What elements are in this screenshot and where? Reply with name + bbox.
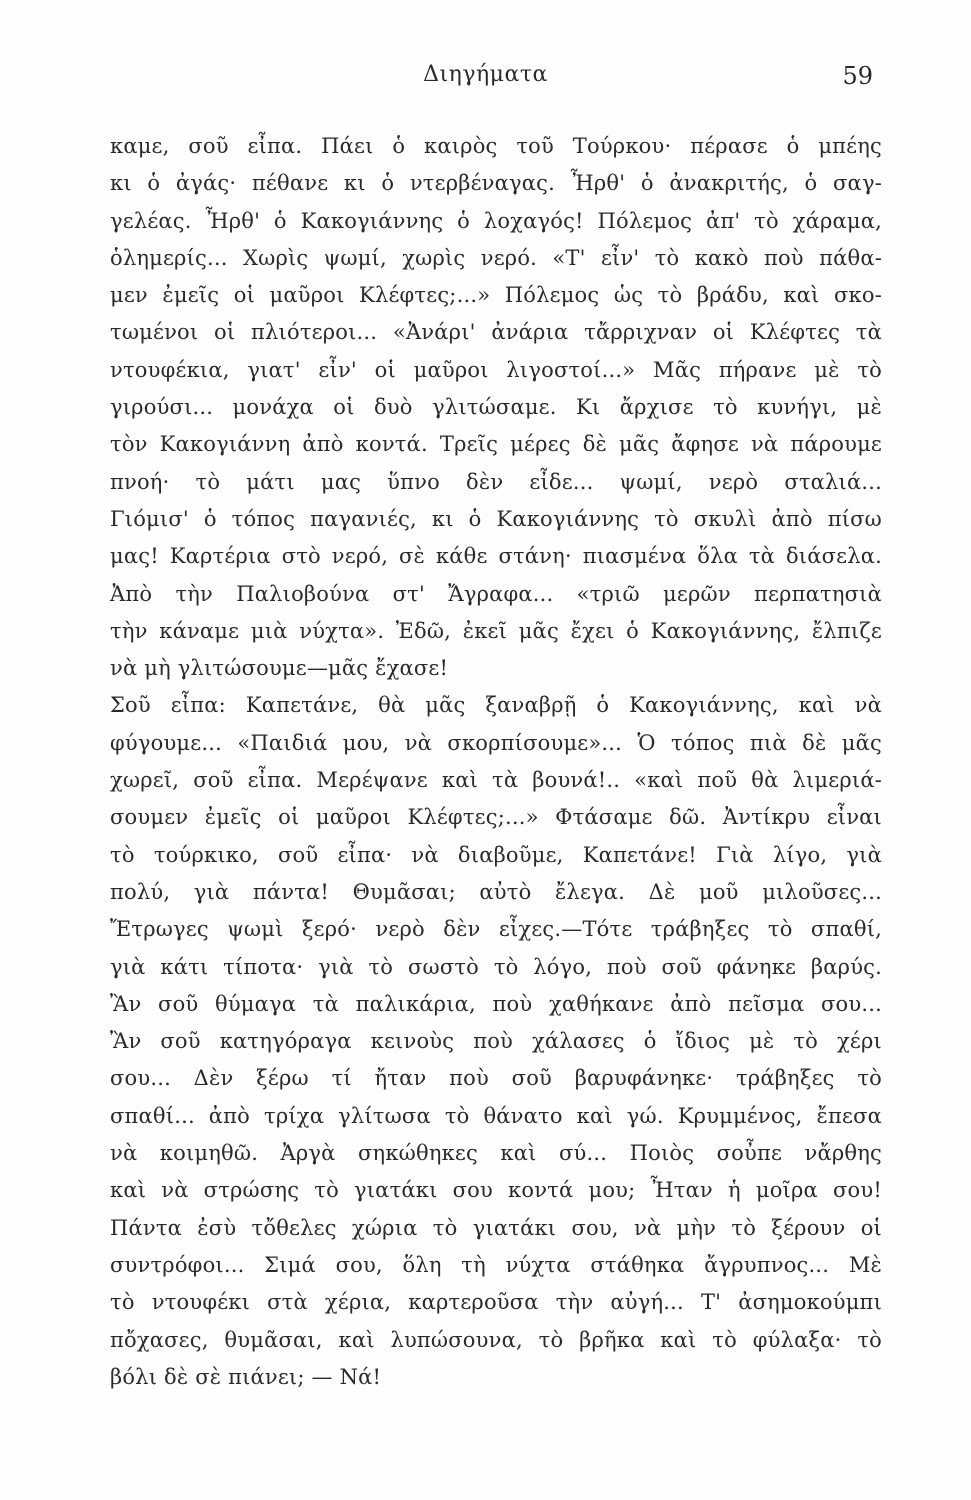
text-line: Ἂν σοῦ κατηγόραγα κεινοὺς ποὺ χάλασες ὁ ἴδιος μὲ τὸ χέρι [110,1029,882,1054]
text-line: γελέας. Ἦρθ' ὁ Κακογιάννης ὁ λοχαγός! Πόλεμος ἀπ' τὸ χάραμα, [110,208,882,233]
text-line: Πάντα ἐσὺ τὄθελες χώρια τὸ γιατάκι σου, νὰ μὴν τὸ ξέρουν οἱ [110,1215,882,1240]
text-line: Ἔτρωγες ψωμὶ ξερό· νερὸ δὲν εἶχες.—Τότε τράβηξες τὸ σπαθί, [110,917,882,942]
text-line: νὰ κοιμηθῶ. Ἀργὰ σηκώθηκες καὶ σύ... Ποιὸς σοὖπε νἄρθης [110,1141,882,1166]
text-line: ὁλημερίς... Χωρὶς ψωμί, χωρὶς νερό. «Τ' εἶν' τὸ κακὸ ποὺ πάθα- [110,245,882,270]
text-line: σουμεν ἐμεῖς οἱ μαῦροι Κλέφτες;...» Φτάσαμε δῶ. Ἀντίκρυ εἶναι [110,805,882,830]
text-line: πολύ, γιὰ πάντα! Θυμᾶσαι; αὐτὸ ἔλεγα. Δὲ μοῦ μιλοῦσες... [110,879,882,904]
text-line: καὶ νὰ στρώσης τὸ γιατάκι σου κοντά μου; Ἦταν ἡ μοῖρα σου! [110,1178,882,1203]
text-line: σου... Δὲν ξέρω τί ἤταν ποὺ σοῦ βαρυφάνηκε· τράβηξες τὸ [110,1066,882,1091]
text-line: μεν ἐμεῖς οἱ μαῦροι Κλέφτες;...» Πόλεμος ὡς τὸ βράδυ, καὶ σκο- [110,283,882,308]
text-line: γιὰ κάτι τίποτα· γιὰ τὸ σωστὸ τὸ λόγο, ποὺ σοῦ φάνηκε βαρύς. [110,954,882,979]
text-line: κι ὁ ἀγάς· πέθανε κι ὁ ντερβέναγας. Ἦρθ' ὁ ἀνακριτής, ὁ σαγ- [110,171,882,196]
text-line: Ἀπὸ τὴν Παλιοβούνα στ' Ἄγραφα... «τριῶ μερῶν περπατησιὰ [110,581,882,606]
text-line: συντρόφοι... Σιμά σου, ὅλη τὴ νύχτα στάθηκα ἄγρυπνος... Μὲ [110,1252,882,1277]
text-line: Γιόμισ' ὁ τόπος παγανιές, κι ὁ Κακογιάννης τὸ σκυλὶ ἀπὸ πίσω [110,506,882,531]
text-line: πνοή· τὸ μάτι μας ὕπνο δὲν εἶδε... ψωμί, νερὸ σταλιά... [110,469,882,494]
running-title: Διηγήματα [423,62,548,87]
text-line: ντουφέκια, γιατ' εἶν' οἱ μαῦροι λιγοστοί...» Μᾶς πήρανε μὲ τὸ [110,357,882,382]
page-number: 59 [842,62,873,90]
text-line: σπαθί... ἀπὸ τρίχα γλίτωσα τὸ θάνατο καὶ γώ. Κρυμμένος, ἔπεσα [110,1103,882,1128]
text-line: τὴν κάναμε μιὰ νύχτα». Ἐδῶ, ἐκεῖ μᾶς ἔχει ὁ Κακογιάννης, ἔλπιζε [110,618,882,643]
text-line: τωμένοι οἱ πλιότεροι... «Ἀνάρι' ἀνάρια τἄρριχναν οἱ Κλέφτες τὰ [110,320,882,345]
running-header [0,62,971,96]
text-line: Σοῦ εἶπα: Καπετάνε, θὰ μᾶς ξαναβρῇ ὁ Κακογιάννης, καὶ νὰ [110,693,882,718]
text-line: καμε, σοῦ εἶπα. Πάει ὁ καιρὸς τοῦ Τούρκου· πέρασε ὁ μπέης [110,134,882,158]
text-line: πὄχασες, θυμᾶσαι, καὶ λυπώσουνα, τὸ βρῆκα καὶ τὸ φύλαξα· τὸ [110,1327,882,1352]
text-line: τὸν Κακογιάννη ἀπὸ κοντά. Τρεῖς μέρες δὲ μᾶς ἄφησε νὰ πάρουμε [110,432,882,457]
text-line: τὸ ντουφέκι στὰ χέρια, καρτεροῦσα τὴν αὐγή... Τ' ἀσημοκούμπι [110,1290,882,1315]
text-line: νὰ μὴ γλιτώσουμε—μᾶς ἔχασε! [110,656,449,681]
text-line: φύγουμε... «Παιδιά μου, νὰ σκορπίσουμε»... Ὁ τόπος πιὰ δὲ μᾶς [110,730,882,755]
text-line: χωρεῖ, σοῦ εἶπα. Μερέψανε καὶ τὰ βουνά!.. «καὶ ποῦ θὰ λιμεριά- [110,768,882,793]
text-line: τὸ τούρκικο, σοῦ εἶπα· νὰ διαβοῦμε, Καπετάνε! Γιὰ λίγο, γιὰ [110,842,882,867]
text-line: βόλι δὲ σὲ πιάνει; — Νά! [110,1364,382,1389]
text-line: μας! Καρτέρια στὸ νερό, σὲ κάθε στάνη· πιασμένα ὅλα τὰ διάσελα. [110,544,882,569]
body-text [110,128,882,1396]
text-line: γιρούσι... μονάχα οἱ δυὸ γλιτώσαμε. Κι ἄρχισε τὸ κυνήγι, μὲ [110,395,882,420]
text-line: Ἂν σοῦ θύμαγα τὰ παλικάρια, ποὺ χαθήκανε ἀπὸ πεῖσμα σου... [110,991,882,1016]
